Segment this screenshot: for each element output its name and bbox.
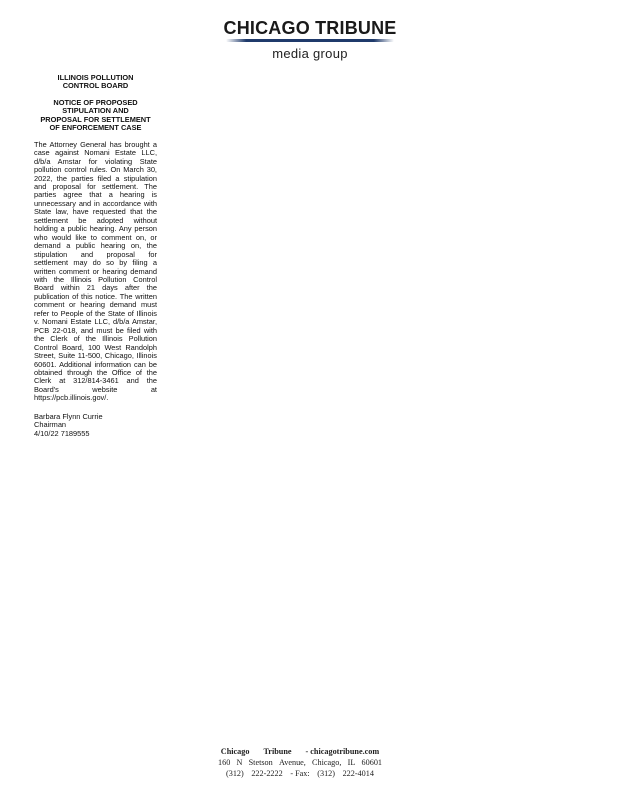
footer-phone-area: (312) [226,769,244,778]
brand-subtitle: media group [272,46,348,61]
footer-address-state: IL [347,758,356,767]
publication-reference: 4/10/22 7189555 [34,428,90,438]
footer-fax-label: - Fax: [290,769,310,778]
footer-address-zip: 60601 [361,758,382,767]
footer-line-1 [200,746,400,757]
footer-phone-number: 222-2222 [251,769,283,778]
footer-fax-number: 222-4014 [342,769,374,778]
footer-address-dir: N [236,758,243,767]
footer-address-number: 160 [218,758,231,767]
footer-line-3 [200,768,400,779]
page-footer [200,746,400,779]
agency-name-line-1: ILLINOIS POLLUTION [57,73,134,82]
footer-brand-tribune: Tribune [263,747,292,756]
notice-heading-line-1: NOTICE OF PROPOSED [53,97,138,107]
footer-brand-chicago: Chicago [220,747,250,756]
legal-notice [34,74,157,438]
masthead [220,18,400,61]
brand-underline [226,39,394,42]
footer-fax-area: (312) [317,769,335,778]
notice-heading-line-4: OF ENFORCEMENT CASE [49,123,142,133]
footer-website: - chicagotribune.com [305,747,380,756]
notice-heading-line-2: STIPULATION AND [62,106,129,116]
brand-logo-text: CHICAGO TRIBUNE [223,18,397,38]
footer-address-street: Stetson [248,758,273,767]
notice-body: The Attorney General has brought a case against Nomani Estate LLC, d/b/a Amstar for violating State pollution control rules. On March 30, 2022, the parties filed a stipulation and proposal for settlement. The parties agree that a hearing is unnecessary and in accordance with State law, have requested that the settlement be adopted without holding a public hearing. Any person who would like to comment on, or demand a public hearing on, the stipulation and proposal for settlement may do so by filing a written comment or hearing demand with the Illinois Pollution Control Board within 21 days after the publication of this notice. The written comment or hearing demand must refer to People of the State of Illinois v. Nomani Estate LLC, d/b/a Amstar, PCB 22-018, and must be filed with the Clerk of the Illinois Pollution Control Board, 100 West Randolph Street, Suite 11-500, Chicago, Illinois 60601. Additional information can be obtained through the Office of the Clerk at 312/814-3461 and the Board's website at https://pcb.illinois.gov/. [34,139,157,403]
agency-name-line-2: CONTROL BOARD [62,81,129,91]
footer-line-2 [200,757,400,768]
footer-address-city: Chicago, [312,758,342,767]
signer-title: Chairman [34,420,67,430]
footer-address-type: Avenue, [278,758,306,767]
signer-name: Barbara Flynn Currie [34,411,103,421]
notice-heading-line-3: PROPOSAL FOR SETTLEMENT [40,114,151,124]
